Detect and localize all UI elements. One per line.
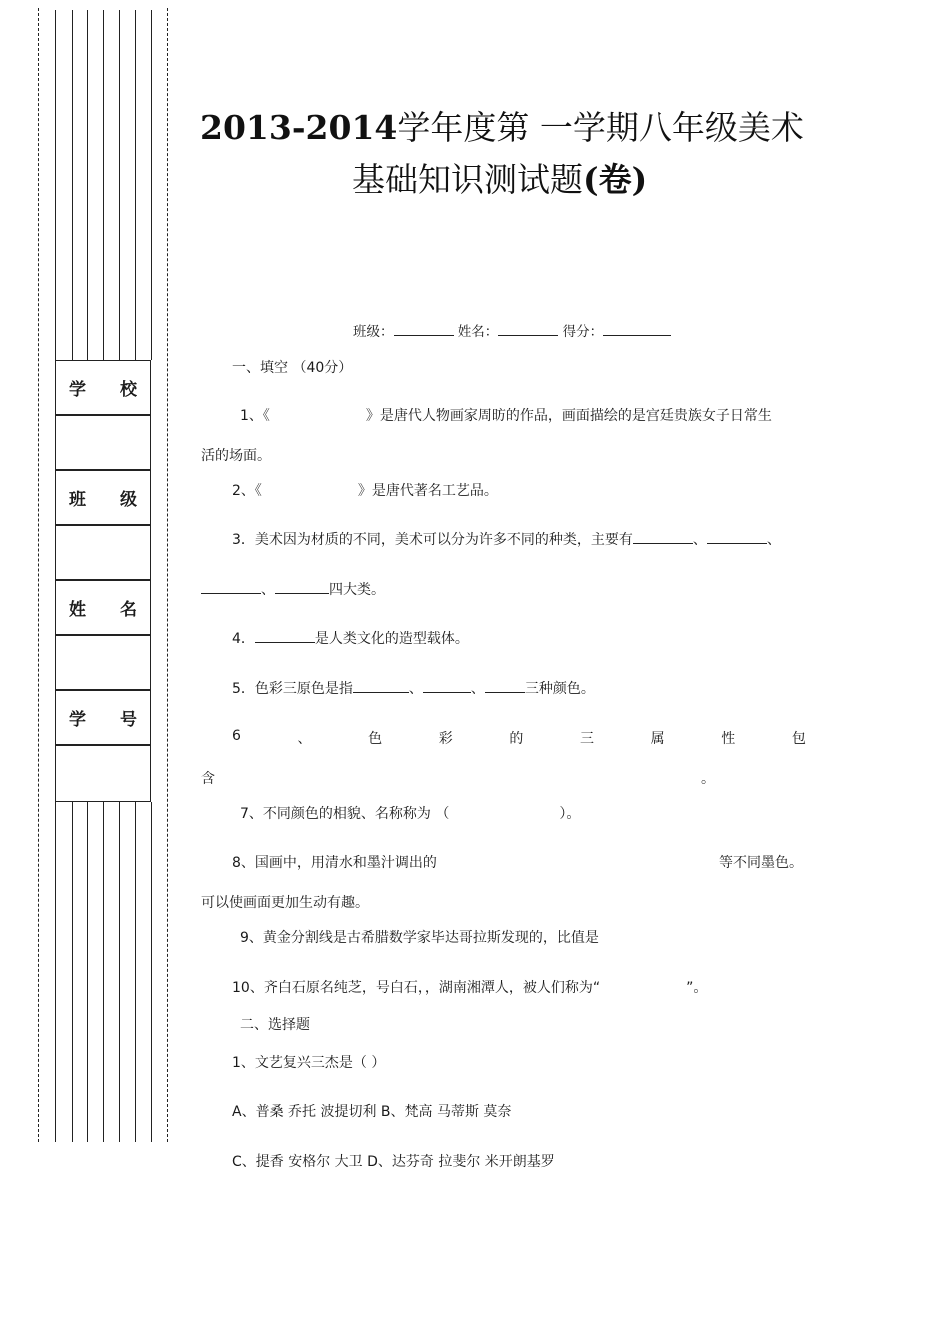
margin-rule	[119, 10, 120, 360]
question-3	[232, 529, 781, 549]
q3-sep: 、	[692, 532, 707, 548]
margin-rule	[103, 10, 104, 360]
choice-question-1: 1、文艺复兴三杰是（ ）	[232, 1055, 386, 1071]
question-8: 8、国画中，用清水和墨汁调出的	[232, 855, 437, 871]
section2-heading: 二、选择题	[240, 1017, 310, 1033]
label-char: 姓	[69, 600, 86, 620]
margin-rule	[119, 802, 120, 1142]
q3-blank-2[interactable]	[707, 529, 767, 544]
question-8-end: 等不同墨色。	[719, 855, 803, 871]
question-6-end: 。	[701, 771, 715, 787]
student-id-label-cell	[55, 690, 151, 745]
q5-sep: 、	[470, 681, 485, 697]
question-3-cont	[201, 579, 385, 599]
title-line2-text: 基础知识测试题	[352, 160, 583, 199]
name-blank[interactable]	[498, 321, 558, 336]
choice-options-ab[interactable]: A、普桑 乔托 波提切利 B、梵高 马蒂斯 莫奈	[232, 1104, 512, 1120]
label-char: 学	[69, 710, 86, 730]
q1-start: 1、《	[240, 408, 270, 424]
label-char: 学	[69, 380, 86, 400]
q3-sep: 、	[766, 532, 781, 548]
title-line-1	[200, 104, 804, 152]
q3-blank-4[interactable]	[275, 579, 329, 594]
q3-blank-1[interactable]	[633, 529, 693, 544]
title-suffix: (卷)	[583, 160, 648, 199]
choice-options-cd[interactable]: C、提香 安格尔 大卫 D、达芬奇 拉斐尔 米开朗基罗	[232, 1154, 555, 1170]
q2-start: 2、《	[232, 483, 262, 499]
q6-char: 的	[509, 731, 524, 747]
margin-rule	[55, 10, 56, 360]
title-year: 2013-2014	[200, 108, 398, 147]
q5-end: 三种颜色。	[524, 681, 595, 697]
name-label: 姓名：	[457, 324, 499, 340]
margin-rule	[72, 10, 73, 360]
margin-rule	[72, 802, 73, 1142]
margin-rule	[103, 802, 104, 1142]
q1-text: 》是唐代人物画家周昉的作品，画面描绘的是宫廷贵族女子日常生	[365, 408, 772, 424]
q3-sep: 、	[261, 582, 275, 598]
q5-blank-3[interactable]	[485, 678, 525, 693]
section1-heading: 一、填空 （40分）	[232, 360, 353, 376]
label-char: 级	[120, 490, 137, 510]
q5-blank-1[interactable]	[353, 678, 409, 693]
q7-end: ）。	[559, 806, 581, 822]
class-entry-cell[interactable]	[55, 525, 151, 580]
q6-char: 、	[297, 731, 312, 747]
label-char: 名	[120, 600, 137, 620]
score-blank[interactable]	[603, 321, 671, 336]
class-label: 班级：	[353, 324, 394, 340]
question-10	[232, 977, 707, 997]
cut-line-right	[167, 8, 168, 1142]
question-6	[232, 728, 806, 748]
q5-sep: 、	[408, 681, 423, 697]
q7-text: 7、不同颜色的相貌、名称称为 （	[240, 806, 450, 822]
margin-rule	[151, 802, 152, 1142]
question-8-cont: 可以使画面更加生动有趣。	[201, 895, 369, 911]
question-2	[232, 480, 498, 500]
q6-char: 6	[232, 728, 241, 744]
class-label-cell	[55, 470, 151, 525]
title-line1-text: 学年度第 一学期八年级美术	[397, 108, 804, 147]
q10-end: ”。	[686, 980, 708, 996]
margin-rule	[87, 802, 88, 1142]
margin-rule	[135, 10, 136, 360]
q10-text: 10、齐白石原名纯芝，号白石，，湖南湘潭人，被人们称为“	[232, 980, 601, 996]
school-label-cell	[55, 360, 151, 415]
margin-rule	[151, 10, 152, 360]
label-char: 校	[120, 380, 137, 400]
q6-char: 三	[580, 731, 595, 747]
q5-blank-2[interactable]	[423, 678, 471, 693]
q3-text: 3．美术因为材质的不同，美术可以分为许多不同的种类，主要有	[232, 532, 633, 548]
question-1	[240, 405, 772, 425]
title-line-2	[352, 156, 647, 204]
header-fields	[353, 320, 671, 340]
margin-rule	[135, 802, 136, 1142]
q6-char: 包	[791, 731, 806, 747]
question-5	[232, 678, 595, 698]
school-entry-cell[interactable]	[55, 415, 151, 470]
question-1-cont: 活的场面。	[201, 448, 271, 464]
name-label-cell	[55, 580, 151, 635]
student-id-entry-cell[interactable]	[55, 745, 151, 802]
label-char: 号	[120, 710, 137, 730]
question-4	[232, 628, 469, 648]
label-char: 班	[69, 490, 86, 510]
q5-text: 5．色彩三原色是指	[232, 681, 353, 697]
q4-blank[interactable]	[255, 628, 315, 643]
class-blank[interactable]	[394, 321, 454, 336]
q6-char: 彩	[438, 731, 453, 747]
q2-text: 》是唐代著名工艺品。	[357, 483, 498, 499]
question-9: 9、黄金分割线是古希腊数学家毕达哥拉斯发现的，比值是	[240, 930, 599, 946]
q6-char: 性	[721, 731, 736, 747]
margin-rule	[55, 802, 56, 1142]
q6-char: 色	[368, 731, 383, 747]
score-label: 得分：	[562, 324, 604, 340]
name-entry-cell[interactable]	[55, 635, 151, 690]
cut-line-left	[38, 8, 39, 1142]
q4-text: 是人类文化的造型载体。	[314, 631, 469, 647]
q3-end: 四大类。	[329, 582, 385, 598]
margin-rule	[87, 10, 88, 360]
q3-blank-3[interactable]	[201, 579, 261, 594]
question-7	[240, 803, 580, 823]
question-6-cont: 含	[201, 771, 215, 787]
q4-start: 4．	[232, 631, 255, 647]
q6-char: 属	[650, 731, 665, 747]
